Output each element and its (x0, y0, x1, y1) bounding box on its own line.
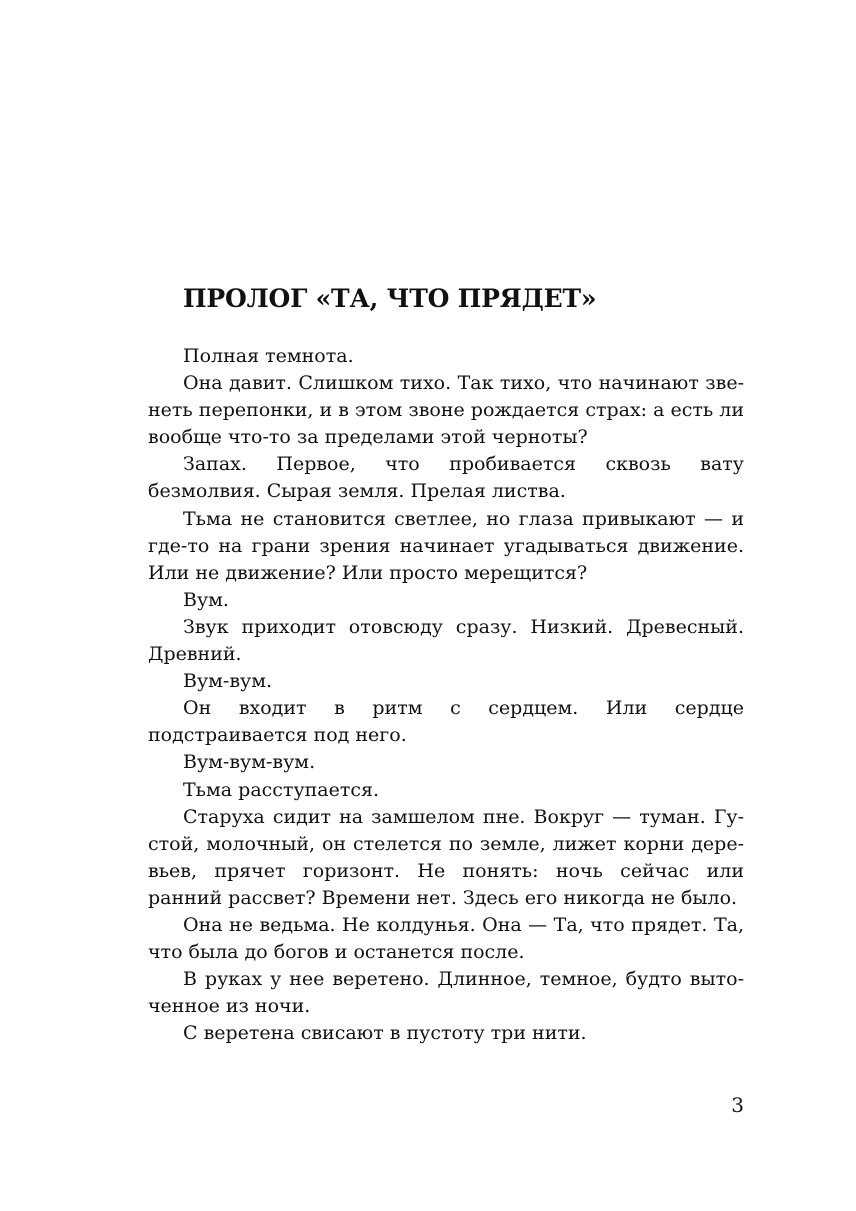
paragraph: С веретена свисают в пустоту три нити. (183, 1022, 587, 1045)
paragraph: В руках у нее веретено. Длинное, темное, будто выточенное из ночи. (148, 968, 744, 1018)
paragraph: Вум-вум. (183, 670, 273, 693)
page-number: 3 (731, 1093, 744, 1117)
paragraph: Она не ведьма. Не колдунья. Она — Та, что прядет. Та, что была до богов и останется после. (148, 913, 744, 964)
paragraph: Звук приходит отовсюду сразу. Низкий. Древесный. Древний. (148, 615, 744, 666)
paragraph: Полная темнота. (183, 345, 354, 367)
chapter-title: ПРОЛОГ «ТА, ЧТО ПРЯДЕТ» (183, 284, 597, 313)
paragraph: Она давит. Слишком тихо. Так тихо, что начинают звенеть перепонки, и в этом звоне рождается страх: а есть ли вообще что-то за пределами этой черноты? (148, 372, 745, 449)
paragraph: Вум. (183, 588, 229, 611)
paragraph: Старуха сидит на замшелом пне. Вокруг — туман. Густой, молочный, он стелется по земле, лижет корни деревьев, прячет горизонт. Не понять: ночь сейчас или ранний рассвет? Времени нет. Здесь его никогда не было. (148, 805, 744, 909)
paragraph: Запах. Первое, что пробивается сквозь вату безмолвия. Сырая земля. Прелая листва. (148, 453, 744, 503)
paragraph: Тьма расступается. (183, 778, 380, 801)
body-text (148, 343, 744, 1047)
paragraph: Вум-вум-вум. (183, 751, 316, 774)
paragraph: Тьма не становится светлее, но глаза привыкают — и где-то на грани зрения начинает угадываться движение. Или не движение? Или просто мерещится? (148, 507, 744, 584)
paragraph: Он входит в ритм с сердцем. Или сердце подстраивается под него. (148, 697, 744, 747)
